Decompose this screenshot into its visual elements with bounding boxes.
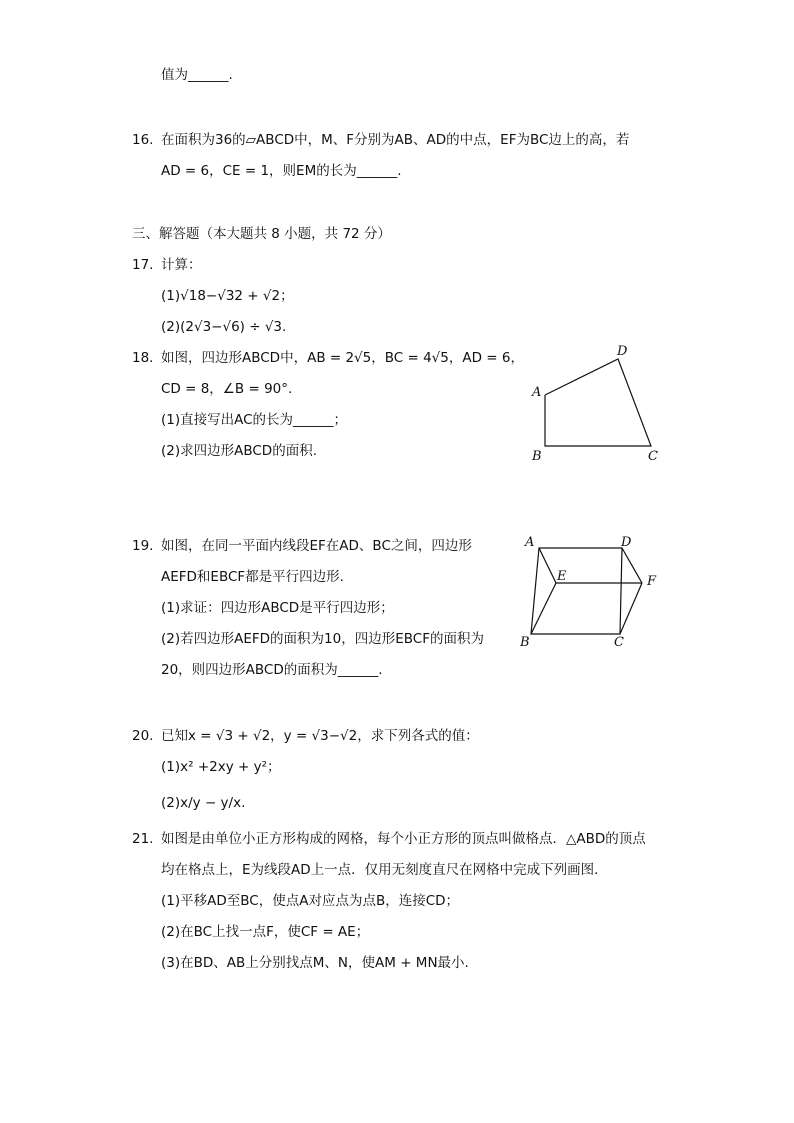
q18-line-2: CD = 8，∠B = 90°. [161,381,293,397]
q19-number: 19. [132,538,154,554]
q19-line-2: AEFD和EBCF都是平行四边形. [161,569,344,585]
q19-part-1: (1)求证：四边形ABCD是平行四边形； [161,600,394,616]
q17-line-1: 计算： [161,257,202,273]
q18-line-1: 如图，四边形ABCD中，AB = 2√5，BC = 4√5，AD = 6， [161,350,524,366]
q17-part-1: (1)√18−√32 + √2； [161,288,294,304]
q21-part-2: (2)在BC上找一点F，使CF = AE； [161,924,370,940]
q16-line-1: 在面积为36的▱ABCD中，M、F分别为AB、AD的中点，EF为BC边上的高，若 [161,132,630,148]
section-3-header: 三、解答题（本大题共 8 小题，共 72 分） [132,226,391,242]
q17-part-2: (2)(2√3−√6) ÷ √3. [161,319,287,335]
q19-part-2-cont: 20，则四边形ABCD的面积为______. [161,662,383,678]
q19-figure [515,530,665,655]
q20-line-1: 已知x = √3 + √2，y = √3−√2，求下列各式的值： [161,728,479,744]
q19-seg-ae [539,548,556,583]
q16-number: 16. [132,132,154,148]
q20-part-2: (2)x/y − y/x. [161,795,246,811]
q18-part-1: (1)直接写出AC的长为______； [161,412,348,428]
q18-label-b: B [532,449,542,464]
q20-number: 20. [132,728,154,744]
q19-label-f: F [647,574,657,589]
q18-number: 18. [132,350,154,366]
q19-label-d: D [621,535,632,550]
q19-label-b: B [520,635,530,650]
q19-seg-df [622,548,642,583]
q21-line-2: 均在格点上，E为线段AD上一点．仅用无刻度直尺在网格中完成下列画图． [161,862,608,878]
q20-part-1: (1)x² +2xy + y²； [161,759,281,775]
q21-part-3: (3)在BD、AB上分别找点M、N，使AM + MN最小. [161,955,469,971]
q21-number: 21. [132,831,154,847]
q18-label-c: C [648,449,658,464]
q18-figure [520,340,670,465]
q18-quadrilateral [545,359,651,446]
prev-question-tail: 值为______. [161,67,233,83]
q17-number: 17. [132,257,154,273]
q18-label-d: D [617,344,628,359]
q19-seg-cf [620,583,642,634]
q19-line-1: 如图，在同一平面内线段EF在AD、BC之间，四边形 [161,538,472,554]
q19-label-e: E [557,569,567,584]
q19-label-a: A [525,535,535,550]
q19-label-c: C [614,635,624,650]
q19-part-2: (2)若四边形AEFD的面积为10，四边形EBCF的面积为 [161,631,484,647]
q16-line-2: AD = 6，CE = 1，则EM的长为______. [161,163,402,179]
q18-label-a: A [532,385,542,400]
q18-part-2: (2)求四边形ABCD的面积. [161,443,317,459]
q21-part-1: (1)平移AD至BC，使点A对应点为点B，连接CD； [161,893,460,909]
q21-line-1: 如图是由单位小正方形构成的网格，每个小正方形的顶点叫做格点．△ABD的顶点 [161,831,646,847]
